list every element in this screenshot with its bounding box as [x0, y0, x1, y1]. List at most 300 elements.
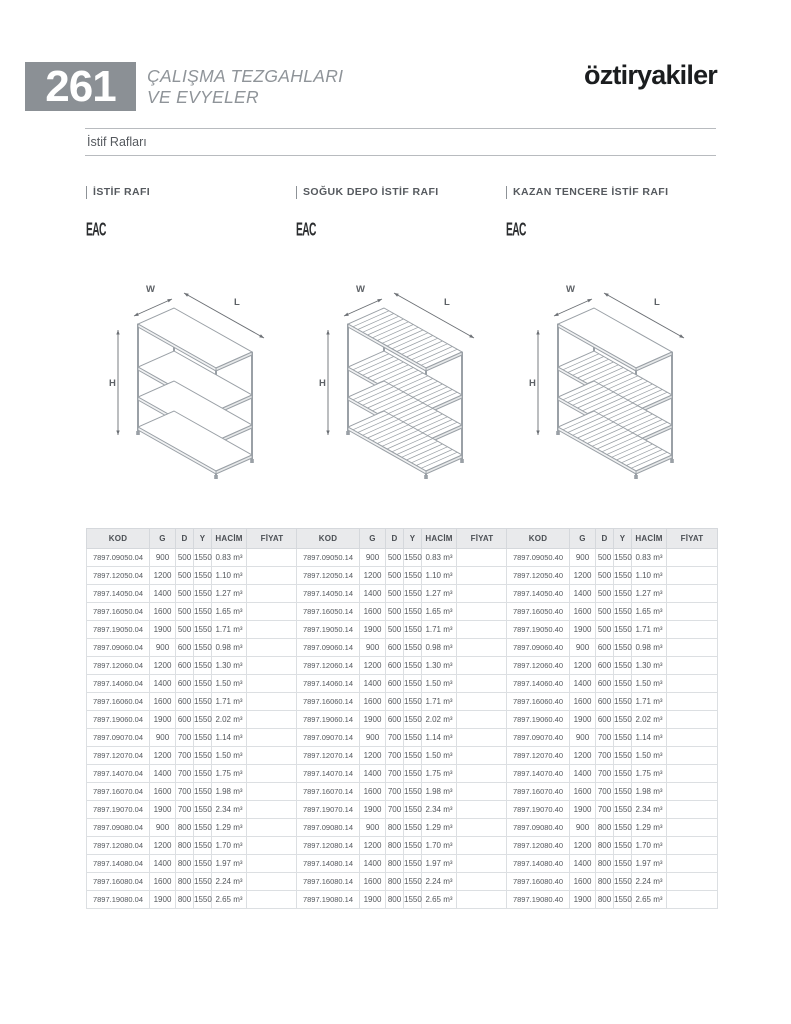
table-cell: 7897.19050.40 — [507, 621, 570, 639]
table-cell: 1.98 m³ — [212, 783, 247, 801]
table-cell: 7897.19080.04 — [87, 891, 150, 909]
table-cell: 7897.09080.04 — [87, 819, 150, 837]
table-cell: 2.34 m³ — [422, 801, 457, 819]
table-row — [87, 693, 298, 711]
table-cell: 2.65 m³ — [212, 891, 247, 909]
table-cell — [247, 657, 298, 675]
table-row — [87, 657, 298, 675]
table-cell: 1550 — [404, 693, 422, 711]
table-cell: 1.14 m³ — [422, 729, 457, 747]
table-cell — [667, 657, 718, 675]
product-column-istif-rafi — [86, 186, 291, 909]
table-cell: 600 — [176, 711, 194, 729]
table-row — [87, 567, 298, 585]
table-cell: 800 — [176, 837, 194, 855]
table-cell: 1600 — [360, 603, 386, 621]
table-header-cell: D — [176, 529, 194, 549]
table-cell: 1.71 m³ — [632, 693, 667, 711]
table-cell: 600 — [386, 639, 404, 657]
section-band — [85, 128, 716, 156]
table-cell: 500 — [386, 621, 404, 639]
table-row — [297, 891, 508, 909]
table-cell: 1550 — [404, 891, 422, 909]
table-cell — [457, 873, 508, 891]
table-cell — [667, 747, 718, 765]
table-cell: 7897.09050.14 — [297, 549, 360, 567]
table-cell: 800 — [596, 837, 614, 855]
table-row — [87, 603, 298, 621]
svg-text:H: H — [529, 378, 536, 389]
table-cell — [247, 747, 298, 765]
table-header-cell: D — [596, 529, 614, 549]
table-cell: 800 — [386, 891, 404, 909]
table-header-cell: G — [360, 529, 386, 549]
table-cell — [247, 801, 298, 819]
svg-text:W: W — [566, 284, 575, 295]
table-cell: 500 — [596, 549, 614, 567]
table-cell: 1.71 m³ — [422, 621, 457, 639]
table-cell: 7897.09060.04 — [87, 639, 150, 657]
table-cell — [247, 567, 298, 585]
table-cell: 7897.16070.14 — [297, 783, 360, 801]
table-cell: 7897.14080.40 — [507, 855, 570, 873]
table-cell: 1200 — [570, 837, 596, 855]
table-cell: 1400 — [570, 765, 596, 783]
table-cell: 1550 — [194, 639, 212, 657]
table-cell: 1400 — [570, 675, 596, 693]
table-row — [507, 873, 718, 891]
product-title: SOĞUK DEPO İSTİF RAFI — [296, 186, 501, 199]
table-cell — [457, 639, 508, 657]
table-cell: 1550 — [194, 693, 212, 711]
table-header-cell: KOD — [87, 529, 150, 549]
table-cell: 1550 — [404, 765, 422, 783]
table-cell: 1.71 m³ — [212, 621, 247, 639]
table-cell: 7897.16050.40 — [507, 603, 570, 621]
table-cell: 1900 — [150, 621, 176, 639]
table-cell: 1200 — [360, 657, 386, 675]
table-cell: 7897.16070.40 — [507, 783, 570, 801]
table-cell: 2.65 m³ — [632, 891, 667, 909]
shelf-rack-drawing — [508, 272, 708, 487]
table-cell: 700 — [386, 783, 404, 801]
table-cell: 800 — [596, 855, 614, 873]
table-cell: 500 — [176, 567, 194, 585]
table-cell: 7897.12080.04 — [87, 837, 150, 855]
table-cell: 7897.12050.40 — [507, 567, 570, 585]
table-row — [507, 711, 718, 729]
table-cell: 2.24 m³ — [632, 873, 667, 891]
table-cell: 0.83 m³ — [632, 549, 667, 567]
table-cell: 7897.16080.40 — [507, 873, 570, 891]
table-cell: 900 — [570, 639, 596, 657]
table-cell: 1.14 m³ — [212, 729, 247, 747]
table-cell: 7897.09080.14 — [297, 819, 360, 837]
table-cell: 1550 — [614, 675, 632, 693]
table-row — [507, 855, 718, 873]
table-cell — [247, 855, 298, 873]
table-cell: 1550 — [194, 657, 212, 675]
table-cell: 1900 — [150, 891, 176, 909]
table-cell: 500 — [386, 585, 404, 603]
table-cell: 1900 — [570, 801, 596, 819]
table-cell: 800 — [176, 891, 194, 909]
table-header-cell: Y — [194, 529, 212, 549]
table-cell: 1600 — [570, 693, 596, 711]
table-cell: 600 — [596, 693, 614, 711]
table-cell: 900 — [570, 729, 596, 747]
table-cell: 700 — [176, 783, 194, 801]
table-row — [87, 855, 298, 873]
table-cell: 2.02 m³ — [422, 711, 457, 729]
table-cell: 500 — [176, 549, 194, 567]
table-cell: 600 — [386, 711, 404, 729]
table-header-cell: FİYAT — [247, 529, 298, 549]
table-row — [87, 801, 298, 819]
table-row — [297, 657, 508, 675]
svg-text:W: W — [356, 284, 365, 295]
table-cell: 700 — [596, 729, 614, 747]
table-cell: 1.70 m³ — [632, 837, 667, 855]
product-title: KAZAN TENCERE İSTİF RAFI — [506, 186, 711, 199]
svg-text:H: H — [109, 378, 116, 389]
table-row — [297, 729, 508, 747]
table-cell: 500 — [386, 549, 404, 567]
table-row — [507, 639, 718, 657]
product-column-kazan-tencere-istif-rafi — [506, 186, 711, 909]
table-cell — [247, 711, 298, 729]
table-row — [507, 747, 718, 765]
spec-table — [506, 528, 718, 909]
table-cell: 1550 — [194, 549, 212, 567]
table-cell — [247, 819, 298, 837]
table-row — [87, 639, 298, 657]
table-cell: 700 — [386, 729, 404, 747]
table-row — [507, 801, 718, 819]
table-row — [507, 729, 718, 747]
table-row — [507, 819, 718, 837]
table-cell: 1550 — [404, 549, 422, 567]
table-cell — [247, 693, 298, 711]
table-cell — [667, 603, 718, 621]
table-cell: 1400 — [150, 675, 176, 693]
table-cell: 1550 — [614, 783, 632, 801]
table-cell: 1.50 m³ — [422, 675, 457, 693]
table-cell — [457, 729, 508, 747]
table-cell: 7897.14050.14 — [297, 585, 360, 603]
table-row — [297, 639, 508, 657]
table-cell: 1200 — [360, 837, 386, 855]
table-cell: 7897.09070.14 — [297, 729, 360, 747]
table-cell: 7897.09060.40 — [507, 639, 570, 657]
table-row — [87, 585, 298, 603]
table-cell: 1.50 m³ — [632, 747, 667, 765]
table-cell: 7897.12060.40 — [507, 657, 570, 675]
table-cell: 1.75 m³ — [632, 765, 667, 783]
table-cell: 7897.12080.40 — [507, 837, 570, 855]
svg-text:L: L — [444, 297, 450, 308]
table-cell: 1.10 m³ — [212, 567, 247, 585]
table-row — [507, 567, 718, 585]
table-cell: 1.98 m³ — [422, 783, 457, 801]
table-cell: 7897.16070.04 — [87, 783, 150, 801]
table-cell: 1550 — [194, 765, 212, 783]
table-cell: 1.71 m³ — [212, 693, 247, 711]
table-cell: 600 — [596, 657, 614, 675]
table-cell: 1550 — [614, 603, 632, 621]
table-cell: 1.27 m³ — [632, 585, 667, 603]
table-cell: 1.50 m³ — [422, 747, 457, 765]
table-cell: 700 — [596, 747, 614, 765]
table-cell: 7897.16050.04 — [87, 603, 150, 621]
table-cell — [457, 747, 508, 765]
table-cell: 2.02 m³ — [632, 711, 667, 729]
category-title-line2: VE EVYELER — [147, 87, 259, 107]
eac-certification-mark: EAC — [506, 219, 526, 240]
table-cell: 1550 — [614, 729, 632, 747]
table-cell — [247, 729, 298, 747]
table-cell: 7897.14070.14 — [297, 765, 360, 783]
table-cell: 7897.19060.14 — [297, 711, 360, 729]
table-cell: 1550 — [404, 855, 422, 873]
table-cell: 1.10 m³ — [422, 567, 457, 585]
table-cell: 900 — [570, 549, 596, 567]
table-cell — [247, 891, 298, 909]
table-cell: 1400 — [150, 855, 176, 873]
brand-logo: öztiryakiler — [584, 60, 717, 90]
table-cell: 1550 — [194, 621, 212, 639]
table-cell: 800 — [176, 873, 194, 891]
table-row — [87, 873, 298, 891]
table-cell: 1900 — [570, 711, 596, 729]
table-cell: 1.65 m³ — [632, 603, 667, 621]
table-cell: 1550 — [404, 783, 422, 801]
table-cell: 900 — [150, 729, 176, 747]
table-cell — [667, 621, 718, 639]
table-cell — [247, 603, 298, 621]
table-cell: 800 — [176, 855, 194, 873]
table-cell — [667, 765, 718, 783]
spec-table-container — [296, 528, 501, 909]
table-cell: 1550 — [614, 891, 632, 909]
table-cell: 1550 — [404, 729, 422, 747]
table-cell: 7897.19050.04 — [87, 621, 150, 639]
table-cell: 500 — [176, 621, 194, 639]
table-cell: 7897.19080.40 — [507, 891, 570, 909]
table-cell — [457, 603, 508, 621]
table-cell: 1400 — [570, 585, 596, 603]
table-row — [297, 603, 508, 621]
table-row — [87, 837, 298, 855]
table-header-cell: KOD — [297, 529, 360, 549]
table-cell: 900 — [360, 639, 386, 657]
table-cell: 1200 — [150, 657, 176, 675]
table-row — [297, 675, 508, 693]
table-cell: 1200 — [360, 747, 386, 765]
table-cell: 1600 — [570, 873, 596, 891]
table-row — [297, 855, 508, 873]
table-cell — [667, 693, 718, 711]
table-cell: 1550 — [194, 873, 212, 891]
table-cell: 1.50 m³ — [212, 675, 247, 693]
table-row — [297, 837, 508, 855]
table-cell: 1200 — [150, 747, 176, 765]
table-cell: 1550 — [194, 585, 212, 603]
table-row — [507, 603, 718, 621]
table-cell — [667, 819, 718, 837]
table-cell: 2.02 m³ — [212, 711, 247, 729]
table-cell: 700 — [386, 801, 404, 819]
table-cell: 1550 — [614, 711, 632, 729]
table-header-cell: G — [150, 529, 176, 549]
shelf-rack-drawing — [298, 272, 498, 487]
table-cell — [247, 765, 298, 783]
table-cell: 1.65 m³ — [212, 603, 247, 621]
table-cell: 7897.14080.14 — [297, 855, 360, 873]
table-cell: 1.70 m³ — [422, 837, 457, 855]
table-cell: 1900 — [360, 621, 386, 639]
table-cell: 1.97 m³ — [632, 855, 667, 873]
table-cell: 7897.16050.14 — [297, 603, 360, 621]
table-header-cell: FİYAT — [457, 529, 508, 549]
table-cell: 800 — [176, 819, 194, 837]
table-cell — [457, 549, 508, 567]
table-cell: 700 — [386, 747, 404, 765]
table-cell — [667, 567, 718, 585]
table-row — [507, 765, 718, 783]
table-cell: 7897.12060.14 — [297, 657, 360, 675]
table-cell: 7897.09060.14 — [297, 639, 360, 657]
table-cell: 600 — [386, 693, 404, 711]
table-cell: 700 — [596, 783, 614, 801]
table-row — [87, 765, 298, 783]
table-cell: 800 — [386, 873, 404, 891]
table-cell: 900 — [360, 729, 386, 747]
table-cell: 1550 — [194, 801, 212, 819]
table-header-cell: HACİM — [422, 529, 457, 549]
table-cell: 1600 — [360, 873, 386, 891]
table-cell: 7897.14060.14 — [297, 675, 360, 693]
spec-table-container — [86, 528, 291, 909]
table-cell: 0.83 m³ — [212, 549, 247, 567]
table-cell: 1200 — [360, 567, 386, 585]
table-cell: 7897.12050.14 — [297, 567, 360, 585]
table-cell: 7897.16080.14 — [297, 873, 360, 891]
table-cell: 1550 — [194, 567, 212, 585]
table-cell — [247, 675, 298, 693]
table-cell: 1.75 m³ — [212, 765, 247, 783]
table-cell: 1550 — [404, 675, 422, 693]
table-cell: 700 — [596, 765, 614, 783]
table-header-cell: Y — [404, 529, 422, 549]
table-cell: 1.71 m³ — [422, 693, 457, 711]
svg-text:L: L — [234, 297, 240, 308]
table-row — [507, 621, 718, 639]
eac-certification-mark: EAC — [296, 219, 316, 240]
table-cell: 1600 — [570, 783, 596, 801]
table-cell: 2.65 m³ — [422, 891, 457, 909]
table-cell: 1550 — [404, 819, 422, 837]
page-number-box — [25, 62, 136, 111]
table-cell: 7897.09050.04 — [87, 549, 150, 567]
table-cell: 7897.12070.14 — [297, 747, 360, 765]
table-cell: 1550 — [614, 819, 632, 837]
table-cell: 600 — [176, 693, 194, 711]
table-header-cell: G — [570, 529, 596, 549]
table-cell: 800 — [596, 891, 614, 909]
table-cell: 1900 — [360, 711, 386, 729]
table-cell: 7897.14080.04 — [87, 855, 150, 873]
table-cell: 1550 — [404, 837, 422, 855]
table-header-row — [297, 529, 508, 549]
table-cell: 1400 — [570, 855, 596, 873]
table-cell: 0.98 m³ — [212, 639, 247, 657]
table-row — [87, 621, 298, 639]
table-cell — [247, 783, 298, 801]
table-cell: 600 — [176, 657, 194, 675]
table-cell: 1550 — [194, 891, 212, 909]
table-cell: 1550 — [614, 837, 632, 855]
table-cell: 900 — [150, 819, 176, 837]
table-cell: 500 — [386, 603, 404, 621]
table-cell: 1550 — [614, 639, 632, 657]
table-row — [507, 783, 718, 801]
table-cell: 1900 — [150, 801, 176, 819]
table-cell: 2.34 m³ — [212, 801, 247, 819]
category-title-line1: ÇALIŞMA TEZGAHLARI — [147, 66, 344, 86]
table-cell: 1550 — [404, 567, 422, 585]
table-cell: 1550 — [194, 675, 212, 693]
table-cell: 2.34 m³ — [632, 801, 667, 819]
table-row — [507, 675, 718, 693]
table-cell: 1550 — [614, 873, 632, 891]
table-row — [297, 765, 508, 783]
table-cell: 1200 — [570, 657, 596, 675]
table-cell — [457, 711, 508, 729]
table-cell: 0.98 m³ — [422, 639, 457, 657]
table-cell: 7897.14050.40 — [507, 585, 570, 603]
table-cell: 7897.12050.04 — [87, 567, 150, 585]
table-cell: 700 — [596, 801, 614, 819]
table-cell: 1550 — [404, 657, 422, 675]
table-cell: 1550 — [404, 873, 422, 891]
table-cell: 800 — [596, 819, 614, 837]
table-cell: 700 — [176, 801, 194, 819]
table-cell — [667, 585, 718, 603]
table-cell: 1.71 m³ — [632, 621, 667, 639]
eac-certification-mark: EAC — [86, 219, 106, 240]
table-cell: 1550 — [404, 747, 422, 765]
table-cell: 500 — [176, 585, 194, 603]
table-cell: 2.24 m³ — [212, 873, 247, 891]
table-cell — [667, 711, 718, 729]
table-cell — [667, 783, 718, 801]
table-cell: 1600 — [360, 693, 386, 711]
table-cell: 800 — [596, 873, 614, 891]
table-cell: 1.29 m³ — [212, 819, 247, 837]
table-cell — [457, 621, 508, 639]
table-cell: 1550 — [614, 549, 632, 567]
table-cell — [247, 549, 298, 567]
table-cell: 1600 — [360, 783, 386, 801]
table-row — [297, 819, 508, 837]
table-cell: 600 — [386, 675, 404, 693]
table-cell: 1550 — [194, 855, 212, 873]
table-cell: 1.27 m³ — [212, 585, 247, 603]
table-row — [297, 747, 508, 765]
table-cell: 1.75 m³ — [422, 765, 457, 783]
table-cell: 600 — [596, 711, 614, 729]
